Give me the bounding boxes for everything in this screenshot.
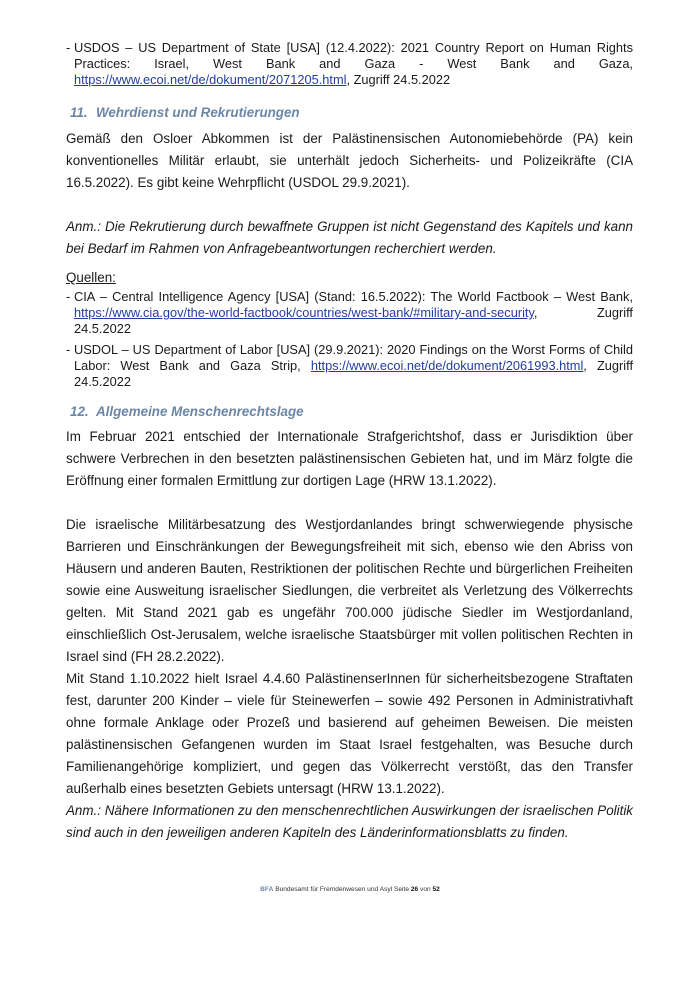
source-text: USDOS – US Department of State [USA] (12.4.2022): 2021 Country Report on Human Rights Practices: Israel, West Bank and Gaza - West Bank and Gaza,	[74, 40, 633, 71]
section-12-paragraph-3: Mit Stand 1.10.2022 hielt Israel 4.4.60 PalästinenserInnen für sicherheitsbezogene Straftaten fest, darunter 200 Kinder – viele für Steinewerfen – sowie 492 Personen in Administrativhaft ohne formale Anklage oder Prozeß und basierend auf geheimen Beweisen. Die meisten palästinensischen Gefangenen wurden im Staat Israel festgehalten, was Besuche durch Familienangehörige kompliziert, und gegen das Völkerrecht verstößt, das den Transfer außerhalb eines besetzten Gebiets untersagt (HRW 13.1.2022).	[66, 671, 633, 796]
sources-label: Quellen:	[66, 270, 116, 285]
list-dash: -	[66, 289, 71, 304]
section-11-number: 11.	[70, 105, 88, 120]
top-sources-list	[66, 40, 633, 88]
footer-page-number: 26	[410, 886, 419, 893]
footer-of-label: von	[420, 886, 431, 893]
section-12-paragraph-2: Die israelische Militärbesatzung des Westjordanlandes bringt schwerwiegende physische Barrieren und Einschränkungen der Bewegungsfreiheit mit sich, ebenso wie den Abriss von Häusern und anderen Bauten, Restriktionen der politischen Rechte und bürgerlichen Freiheiten sowie eine Ausweitung israelischer Siedlungen, die verbreitet als Verletzung des Völkerrechts gelten. Mit Stand 2021 gab es ungefähr 700.000 jüdische Siedler im Westjordanland, einschließlich Ost-Jerusalem, welche israelische Staatsbürger mit vollen politischen Rechten in Israel sind (FH 28.2.2022).	[66, 517, 633, 664]
section-12-title: Allgemeine Menschenrechtslage	[96, 404, 304, 419]
list-dash: -	[66, 40, 71, 55]
source-access-date: , Zugriff 24.5.2022	[74, 358, 633, 389]
source-item-cia	[66, 289, 633, 337]
section-11-note: Anm.: Die Rekrutierung durch bewaffnete Gruppen ist nicht Gegenstand des Kapitels und kann bei Bedarf im Rahmen von Anfragebeantwortungen recherchiert werden.	[66, 219, 633, 256]
footer-page-total: 52	[432, 886, 440, 893]
footer-page-label: Seite	[393, 886, 409, 893]
source-access-date: , Zugriff 24.5.2022	[74, 305, 633, 336]
section-12-number: 12.	[70, 404, 89, 419]
section-12-note: Anm.: Nähere Informationen zu den menschenrechtlichen Auswirkungen der israelischen Politik sind auch in den jeweiligen anderen Kapiteln des Länderinformationsblatts zu finden.	[66, 803, 633, 840]
section-11-title: Wehrdienst und Rekrutierungen	[96, 105, 300, 120]
source-item-usdol	[66, 342, 633, 390]
source-text: CIA – Central Intelligence Agency [USA] (Stand: 16.5.2022): The World Factbook – West Bank,	[74, 289, 633, 304]
bfa-logo-text: BFA	[260, 886, 274, 893]
section-11-sources-list	[66, 289, 633, 390]
section-11-heading	[66, 105, 633, 120]
section-12-heading	[66, 404, 633, 419]
source-link-usdos[interactable]: https://www.ecoi.net/de/dokument/2071205.html	[74, 72, 347, 87]
source-access-date: , Zugriff 24.5.2022	[346, 72, 451, 87]
page-footer	[0, 886, 700, 893]
footer-org: Bundesamt für Fremdenwesen und Asyl	[275, 886, 393, 893]
source-item-usdos	[66, 40, 633, 88]
section-11-paragraph: Gemäß den Osloer Abkommen ist der Palästinensischen Autonomiebehörde (PA) kein konventionelles Militär erlaubt, sie unterhält jedoch Sicherheits- und Polizeikräfte (CIA 16.5.2022). Es gibt keine Wehrpflicht (USDOL 29.9.2021).	[66, 131, 633, 190]
list-dash: -	[66, 342, 71, 357]
source-link-usdol[interactable]: https://www.ecoi.net/de/dokument/2061993.html	[310, 358, 584, 373]
section-12-paragraph-1: Im Februar 2021 entschied der Internationale Strafgerichtshof, dass er Jurisdiktion über schwere Verbrechen in den besetzten palästinensischen Gebieten hat, und im März folgte die Eröffnung einer formalen Ermittlung zur dortigen Lage (HRW 13.1.2022).	[66, 429, 633, 488]
source-link-cia[interactable]: https://www.cia.gov/the-world-factbook/countries/west-bank/#military-and-security	[74, 305, 534, 320]
document-page	[66, 40, 633, 844]
source-text: USDOL – US Department of Labor [USA] (29.9.2021): 2020 Findings on the Worst Forms of Child Labor: West Bank and Gaza Strip,	[74, 342, 633, 373]
